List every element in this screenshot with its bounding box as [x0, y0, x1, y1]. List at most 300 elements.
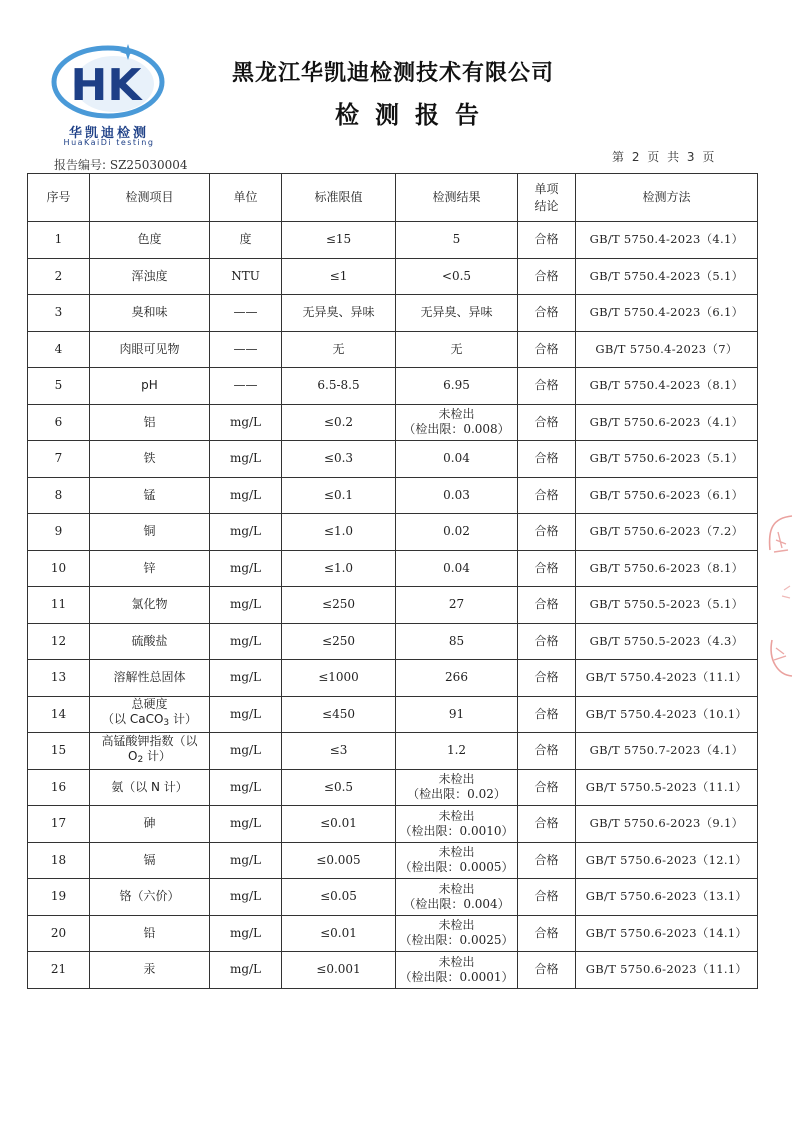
- cell-unit: [210, 879, 282, 916]
- cell-unit: [210, 404, 282, 441]
- cell-unit: [210, 769, 282, 806]
- cell-text: 19: [50, 889, 67, 904]
- cell-limit: [282, 915, 396, 952]
- cell-method: [576, 514, 758, 551]
- cell-text: （检出限：0.0010）: [399, 823, 514, 838]
- cell-text: pH: [141, 378, 158, 393]
- cell-result: [396, 879, 518, 916]
- table-row: [28, 404, 758, 441]
- table-row: [28, 733, 758, 770]
- cell-no: [28, 660, 90, 697]
- cell-unit: [210, 550, 282, 587]
- cell-item: [90, 623, 210, 660]
- cell-method: [576, 331, 758, 368]
- header-unit: 单位: [210, 174, 282, 222]
- cell-item: [90, 842, 210, 879]
- cell-method: [576, 842, 758, 879]
- cell-limit: [282, 550, 396, 587]
- logo-english-name: HuaKaiDi testing: [63, 138, 155, 147]
- cell-text: GB/T 5750.4-2023（5.1）: [589, 268, 744, 283]
- cell-conclusion: [518, 733, 576, 770]
- cell-text: 合格: [534, 341, 559, 356]
- table-row: [28, 952, 758, 989]
- cell-text: 硫酸盐: [131, 633, 168, 648]
- cell-method: [576, 222, 758, 259]
- cell-conclusion: [518, 550, 576, 587]
- cell-limit: [282, 769, 396, 806]
- cell-text: GB/T 5750.6-2023（13.1）: [585, 889, 748, 904]
- cell-text: ≤1000: [318, 670, 359, 685]
- cell-unit: [210, 842, 282, 879]
- company-logo: [48, 42, 173, 147]
- cell-text: GB/T 5750.4-2023（7）: [595, 341, 738, 356]
- cell-text: 合格: [534, 524, 559, 539]
- table-body: [28, 222, 758, 989]
- table-row: [28, 623, 758, 660]
- cell-limit: [282, 587, 396, 624]
- cell-result: [396, 368, 518, 405]
- cell-conclusion: [518, 842, 576, 879]
- cell-text: ≤0.1: [323, 487, 354, 502]
- cell-text: 20: [50, 925, 67, 940]
- cell-limit: [282, 404, 396, 441]
- cell-item: [90, 368, 210, 405]
- cell-no: [28, 222, 90, 259]
- cell-method: [576, 733, 758, 770]
- cell-text: mg/L: [229, 816, 262, 831]
- cell-text: NTU: [231, 268, 260, 283]
- cell-text: mg/L: [229, 451, 262, 466]
- cell-no: [28, 587, 90, 624]
- cell-text: O: [127, 748, 138, 763]
- cell-text: GB/T 5750.5-2023（4.3）: [589, 633, 744, 648]
- cell-text: 16: [50, 779, 67, 794]
- cell-unit: [210, 441, 282, 478]
- cell-text: ≤0.001: [316, 962, 361, 977]
- cell-item: [90, 660, 210, 697]
- cell-text: ≤250: [322, 597, 355, 612]
- table-row: [28, 441, 758, 478]
- cell-text: GB/T 5750.6-2023（8.1）: [589, 560, 744, 575]
- page-info: 第 2 页 共 3 页: [612, 150, 717, 164]
- cell-limit: [282, 514, 396, 551]
- cell-item: [90, 587, 210, 624]
- cell-text: mg/L: [229, 706, 262, 721]
- cell-text: 4: [54, 341, 63, 356]
- cell-method: [576, 915, 758, 952]
- cell-text: 未检出: [438, 845, 475, 860]
- cell-method: [576, 660, 758, 697]
- cell-text: GB/T 5750.6-2023（7.2）: [589, 524, 744, 539]
- cell-unit: [210, 295, 282, 332]
- cell-no: [28, 623, 90, 660]
- cell-text: ——: [233, 341, 258, 356]
- cell-limit: [282, 441, 396, 478]
- cell-item: [90, 952, 210, 989]
- cell-text: 砷: [143, 816, 156, 831]
- cell-conclusion: [518, 623, 576, 660]
- cell-text: 3: [54, 305, 63, 320]
- cell-text: mg/L: [229, 597, 262, 612]
- cell-text: ≤0.01: [320, 816, 357, 831]
- cell-method: [576, 295, 758, 332]
- cell-text: （以 CaCO: [102, 712, 164, 727]
- cell-unit: [210, 331, 282, 368]
- cell-text: 0.02: [443, 524, 470, 539]
- cell-text: 铅: [143, 925, 156, 940]
- cell-unit: [210, 368, 282, 405]
- cell-text: 15: [50, 743, 67, 758]
- cell-text: GB/T 5750.6-2023（12.1）: [585, 852, 748, 867]
- logo-chinese-name: 华凯迪检测: [68, 126, 149, 141]
- table-row: [28, 696, 758, 733]
- cell-text: 11: [50, 597, 67, 612]
- report-title: 检测报告: [335, 101, 495, 129]
- cell-text: 氯化物: [131, 597, 168, 612]
- cell-unit: [210, 660, 282, 697]
- cell-text: 度: [239, 232, 252, 247]
- header-conclusion: 单项结论: [518, 174, 576, 222]
- cell-no: [28, 258, 90, 295]
- cell-method: [576, 404, 758, 441]
- cell-result: [396, 550, 518, 587]
- cell-no: [28, 550, 90, 587]
- cell-text: 合格: [534, 925, 559, 940]
- cell-text: mg/L: [229, 889, 262, 904]
- company-name: 黑龙江华凯迪检测技术有限公司: [232, 61, 555, 86]
- cell-limit: [282, 295, 396, 332]
- table-row: [28, 550, 758, 587]
- cell-text: 镉: [143, 852, 156, 867]
- header-no: 序号: [28, 174, 90, 222]
- cell-text: 未检出: [438, 918, 475, 933]
- cell-result: [396, 514, 518, 551]
- cell-conclusion: [518, 915, 576, 952]
- cell-no: [28, 441, 90, 478]
- cell-text: 合格: [534, 889, 559, 904]
- cell-text: 高锰酸钾指数（以: [101, 733, 198, 748]
- cell-text: 27: [448, 597, 465, 612]
- cell-text: 12: [50, 633, 67, 648]
- cell-result: [396, 733, 518, 770]
- cell-method: [576, 477, 758, 514]
- cell-text: mg/L: [229, 414, 262, 429]
- report-number: [54, 156, 188, 173]
- cell-text: 计）: [143, 748, 171, 763]
- cell-item: [90, 258, 210, 295]
- cell-text: 锌: [143, 560, 156, 575]
- cell-text: 合格: [534, 962, 559, 977]
- cell-conclusion: [518, 696, 576, 733]
- cell-limit: [282, 368, 396, 405]
- cell-text: ≤15: [325, 232, 352, 247]
- cell-conclusion: [518, 295, 576, 332]
- cell-no: [28, 295, 90, 332]
- cell-text: mg/L: [229, 633, 262, 648]
- cell-text: 合格: [534, 268, 559, 283]
- cell-text: 14: [50, 706, 67, 721]
- cell-text: 18: [50, 852, 67, 867]
- cell-text: 6.5-8.5: [317, 378, 360, 393]
- cell-text: mg/L: [229, 852, 262, 867]
- cell-method: [576, 368, 758, 405]
- cell-text: 总硬度: [131, 697, 168, 712]
- cell-item: [90, 222, 210, 259]
- cell-result: [396, 587, 518, 624]
- cell-item: [90, 915, 210, 952]
- cell-item: [90, 769, 210, 806]
- cell-text: 合格: [534, 232, 559, 247]
- cell-text: 合格: [534, 852, 559, 867]
- cell-method: [576, 806, 758, 843]
- cell-text: mg/L: [229, 743, 262, 758]
- cell-text: 17: [50, 816, 67, 831]
- cell-result: [396, 623, 518, 660]
- cell-limit: [282, 660, 396, 697]
- cell-unit: [210, 623, 282, 660]
- cell-text: GB/T 5750.4-2023（6.1）: [589, 305, 744, 320]
- cell-limit: [282, 879, 396, 916]
- cell-method: [576, 879, 758, 916]
- cell-no: [28, 806, 90, 843]
- cell-text: 85: [448, 633, 465, 648]
- cell-conclusion: [518, 222, 576, 259]
- cell-limit: [282, 258, 396, 295]
- cell-text: 合格: [534, 743, 559, 758]
- cell-item: [90, 514, 210, 551]
- cell-no: [28, 477, 90, 514]
- cell-text: 合格: [534, 779, 559, 794]
- cell-text: 0.04: [443, 560, 470, 575]
- cell-text: （检出限：0.02）: [407, 787, 506, 802]
- cell-text: mg/L: [229, 560, 262, 575]
- cell-text: 无: [450, 341, 463, 356]
- cell-text: ≤0.3: [323, 451, 354, 466]
- cell-text: 1: [54, 232, 63, 247]
- header-limit: 标准限值: [282, 174, 396, 222]
- cell-limit: [282, 952, 396, 989]
- cell-text: 5: [54, 378, 63, 393]
- cell-result: [396, 441, 518, 478]
- report-number-value: SZ25030004: [109, 158, 188, 172]
- cell-text: ≤1: [329, 268, 348, 283]
- cell-text: ≤0.01: [320, 925, 357, 940]
- cell-text: 计）: [169, 712, 197, 727]
- cell-method: [576, 952, 758, 989]
- cell-text: GB/T 5750.6-2023（5.1）: [589, 451, 744, 466]
- table-row: [28, 514, 758, 551]
- cell-text: 无: [332, 341, 345, 356]
- cell-no: [28, 696, 90, 733]
- cell-method: [576, 441, 758, 478]
- cell-conclusion: [518, 368, 576, 405]
- cell-text: 91: [448, 706, 465, 721]
- cell-limit: [282, 477, 396, 514]
- table-header-row: [28, 174, 758, 222]
- cell-text: 铬（六价）: [119, 889, 180, 904]
- cell-conclusion: [518, 587, 576, 624]
- cell-limit: [282, 806, 396, 843]
- cell-text: GB/T 5750.6-2023（14.1）: [585, 925, 748, 940]
- cell-text: 合格: [534, 451, 559, 466]
- cell-conclusion: [518, 258, 576, 295]
- cell-text: 13: [50, 670, 67, 685]
- cell-unit: [210, 222, 282, 259]
- cell-conclusion: [518, 404, 576, 441]
- cell-result: [396, 258, 518, 295]
- cell-limit: [282, 331, 396, 368]
- cell-text: （检出限：0.004）: [403, 896, 510, 911]
- cell-text: ≤0.2: [323, 414, 354, 429]
- cell-no: [28, 368, 90, 405]
- table-row: [28, 368, 758, 405]
- logo-mark-icon: [48, 42, 168, 124]
- cell-item: [90, 331, 210, 368]
- cell-text: （检出限：0.0001）: [399, 969, 514, 984]
- cell-text: ≤1.0: [323, 560, 354, 575]
- cell-text: 无异臭、异味: [420, 305, 493, 320]
- cell-text: ≤3: [329, 743, 348, 758]
- cell-text: 未检出: [438, 881, 475, 896]
- table-row: [28, 915, 758, 952]
- cell-text: 8: [54, 487, 63, 502]
- cell-conclusion: [518, 477, 576, 514]
- cell-conclusion: [518, 660, 576, 697]
- cell-text: 色度: [137, 232, 162, 247]
- cell-text: 合格: [534, 633, 559, 648]
- cell-unit: [210, 733, 282, 770]
- cell-text: 合格: [534, 670, 559, 685]
- cell-text: mg/L: [229, 962, 262, 977]
- cell-text: 未检出: [438, 808, 475, 823]
- table-row: [28, 806, 758, 843]
- cell-result: [396, 915, 518, 952]
- cell-text: 合格: [534, 597, 559, 612]
- cell-unit: [210, 587, 282, 624]
- cell-text: 合格: [534, 378, 559, 393]
- cell-text: mg/L: [229, 487, 262, 502]
- cell-text: 266: [445, 670, 468, 685]
- cell-limit: [282, 733, 396, 770]
- cell-conclusion: [518, 514, 576, 551]
- cell-text: 铜: [143, 524, 156, 539]
- test-results-table: [27, 173, 758, 989]
- cell-conclusion: [518, 441, 576, 478]
- cell-text: GB/T 5750.6-2023（11.1）: [585, 962, 748, 977]
- subscript: 2: [137, 754, 144, 765]
- report-number-label: 报告编号:: [54, 158, 107, 172]
- table-row: [28, 295, 758, 332]
- cell-method: [576, 696, 758, 733]
- cell-text: 7: [54, 451, 63, 466]
- cell-no: [28, 404, 90, 441]
- cell-conclusion: [518, 331, 576, 368]
- cell-result: [396, 477, 518, 514]
- cell-no: [28, 952, 90, 989]
- cell-item: [90, 879, 210, 916]
- cell-limit: [282, 623, 396, 660]
- cell-no: [28, 915, 90, 952]
- cell-text: 1.2: [446, 743, 467, 758]
- cell-text: 锰: [143, 487, 156, 502]
- cell-text: （检出限：0.0005）: [399, 860, 514, 875]
- cell-conclusion: [518, 806, 576, 843]
- cell-text: ——: [233, 378, 258, 393]
- cell-text: 合格: [534, 560, 559, 575]
- cell-text: 合格: [534, 816, 559, 831]
- cell-item: [90, 441, 210, 478]
- cell-text: mg/L: [229, 670, 262, 685]
- cell-text: GB/T 5750.6-2023（6.1）: [589, 487, 744, 502]
- cell-text: ≤450: [322, 706, 355, 721]
- cell-no: [28, 769, 90, 806]
- cell-method: [576, 550, 758, 587]
- cell-no: [28, 842, 90, 879]
- table-row: [28, 660, 758, 697]
- cell-limit: [282, 696, 396, 733]
- table-row: [28, 842, 758, 879]
- table-row: [28, 477, 758, 514]
- cell-no: [28, 514, 90, 551]
- cell-text: mg/L: [229, 779, 262, 794]
- header-result: 检测结果: [396, 174, 518, 222]
- cell-text: 肉眼可见物: [119, 341, 180, 356]
- cell-method: [576, 258, 758, 295]
- cell-no: [28, 733, 90, 770]
- cell-text: 未检出: [438, 954, 475, 969]
- cell-conclusion: [518, 769, 576, 806]
- cell-text: 汞: [143, 962, 156, 977]
- cell-item: [90, 550, 210, 587]
- cell-result: [396, 295, 518, 332]
- cell-text: 无异臭、异味: [302, 305, 375, 320]
- table-row: [28, 587, 758, 624]
- cell-text: 铁: [143, 451, 156, 466]
- cell-result: [396, 696, 518, 733]
- cell-item: [90, 806, 210, 843]
- cell-text: ≤250: [322, 633, 355, 648]
- cell-limit: [282, 842, 396, 879]
- cell-text: GB/T 5750.4-2023（8.1）: [589, 378, 744, 393]
- subscript: 3: [163, 718, 170, 729]
- cell-text: 0.04: [443, 451, 470, 466]
- cell-text: 铝: [143, 414, 156, 429]
- cell-result: [396, 952, 518, 989]
- cell-text: GB/T 5750.4-2023（11.1）: [585, 670, 748, 685]
- cell-result: [396, 660, 518, 697]
- cell-unit: [210, 514, 282, 551]
- cell-text: GB/T 5750.4-2023（4.1）: [589, 232, 744, 247]
- cell-unit: [210, 696, 282, 733]
- cell-text: 2: [54, 268, 63, 283]
- cell-text: ——: [233, 305, 258, 320]
- cell-unit: [210, 806, 282, 843]
- cell-text: 合格: [534, 414, 559, 429]
- cell-item: [90, 477, 210, 514]
- cell-text: 9: [54, 524, 63, 539]
- table-row: [28, 258, 758, 295]
- cell-text: GB/T 5750.5-2023（11.1）: [585, 779, 748, 794]
- logo-mark-text: HK: [70, 60, 142, 111]
- cell-result: [396, 222, 518, 259]
- cell-result: [396, 806, 518, 843]
- cell-unit: [210, 477, 282, 514]
- cell-item: [90, 404, 210, 441]
- cell-text: 21: [50, 962, 67, 977]
- cell-text: GB/T 5750.6-2023（4.1）: [589, 414, 744, 429]
- cell-text: 0.03: [443, 487, 470, 502]
- cell-result: [396, 404, 518, 441]
